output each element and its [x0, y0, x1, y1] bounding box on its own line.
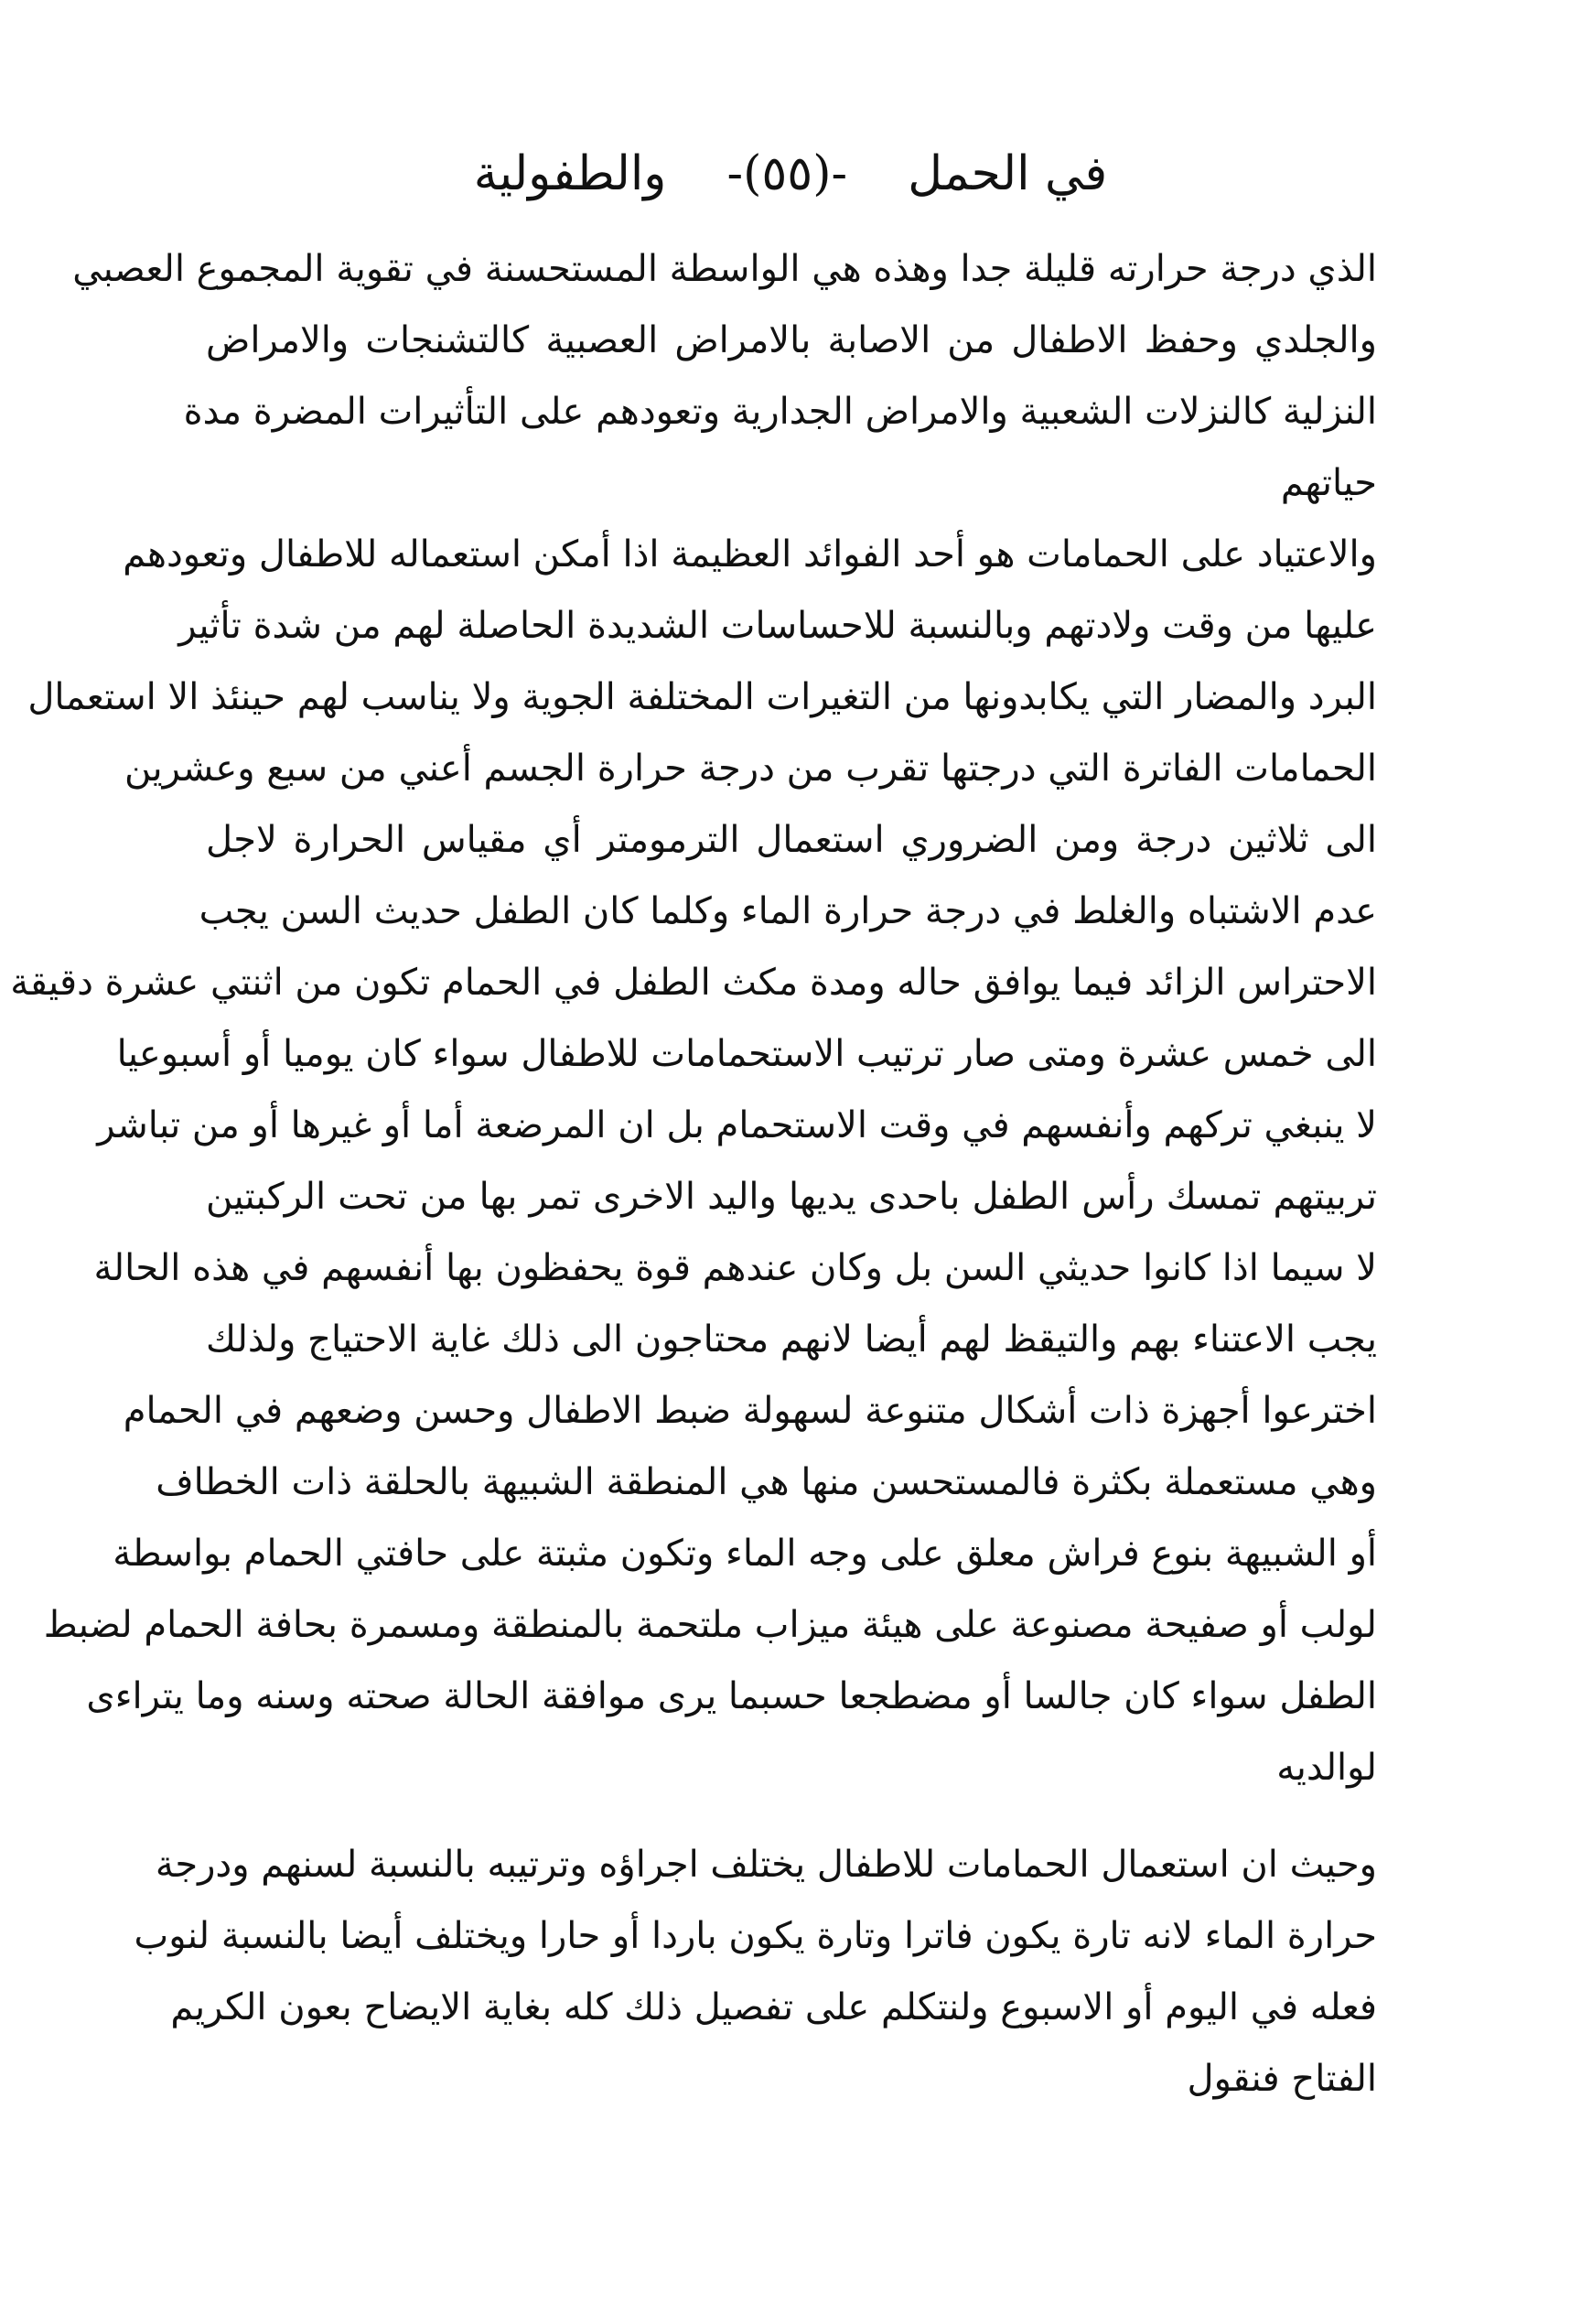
text-line: حرارة الماء لانه تارة يكون فاترا وتارة يكون باردا أو حارا ويختلف أيضا بالنسبة لنوب — [134, 1915, 1377, 1957]
text-line: لولب أو صفيحة مصنوعة على هيئة ميزاب ملتحمة بالمنطقة ومسمرة بحافة الحمام لضبط — [43, 1604, 1377, 1646]
text-line: وحيث ان استعمال الحمامات للاطفال يختلف اجراؤه وترتيبه بالنسبة لسنهم ودرجة — [155, 1844, 1377, 1886]
paragraph-1 — [72, 233, 1377, 519]
text-line: حياتهم — [1280, 462, 1377, 504]
paragraph-spacer — [206, 1803, 1377, 1829]
text-line: لا سيما اذا كانوا حديثي السن بل وكان عندهم قوة يحفظون بها أنفسهم في هذه الحالة — [93, 1247, 1377, 1289]
text-line: تربيتهم تمسك رأس الطفل باحدى يديها واليد الاخرى تمر بها من تحت الركبتين — [206, 1176, 1377, 1218]
page-number: -(٥٥)- — [726, 146, 848, 201]
running-header — [0, 146, 1581, 201]
text-line: الى ثلاثين درجة ومن الضروري استعمال الترمومتر أي مقياس الحرارة لاجل — [206, 819, 1377, 861]
text-line: النزلية كالنزلات الشعبية والامراض الجدارية وتعودهم على التأثيرات المضرة مدة — [183, 391, 1377, 433]
text-line: الذي درجة حرارته قليلة جدا وهذه هي الواسطة المستحسنة في تقوية المجموع العصبي — [72, 248, 1377, 290]
text-line: أو الشبيهة بنوع فراش معلق على وجه الماء وتكون مثبتة على حافتي الحمام بواسطة — [113, 1533, 1377, 1575]
text-line: الحمامات الفاترة التي درجتها تقرب من درجة حرارة الجسم أعني من سبع وعشرين — [124, 748, 1377, 790]
text-line: البرد والمضار التي يكابدونها من التغيرات المختلفة الجوية ولا يناسب لهم حينئذ الا استعمال — [27, 676, 1377, 718]
paragraph-3 — [134, 1829, 1377, 2114]
text-line: لوالديه — [1276, 1747, 1377, 1789]
header-left-title: في الحمل — [908, 146, 1108, 201]
text-line: عدم الاشتباه والغلط في درجة حرارة الماء وكلما كان الطفل حديث السن يجب — [199, 890, 1377, 932]
text-line: وهي مستعملة بكثرة فالمستحسن منها هي المنطقة الشبيهة بالحلقة ذات الخطاف — [156, 1461, 1377, 1503]
text-line: والجلدي وحفظ الاطفال من الاصابة بالامراض العصبية كالتشنجات والامراض — [206, 319, 1377, 361]
text-line: الفتاح فنقول — [1187, 2058, 1377, 2100]
text-line: لا ينبغي تركهم وأنفسهم في وقت الاستحمام بل ان المرضعة أما أو غيرها أو من تباشر — [97, 1104, 1377, 1146]
text-line: يجب الاعتناء بهم والتيقظ لهم أيضا لانهم محتاجون الى ذلك غاية الاحتياج ولذلك — [206, 1318, 1377, 1361]
text-line: الى خمس عشرة ومتى صار ترتيب الاستحمامات للاطفال سواء كان يوميا أو أسبوعيا — [116, 1033, 1377, 1075]
text-line: فعله في اليوم أو الاسبوع ولنتكلم على تفصيل ذلك كله بغاية الايضاح بعون الكريم — [170, 1986, 1377, 2028]
paragraph-2 — [10, 519, 1377, 1803]
text-line: الطفل سواء كان جالسا أو مضطجعا حسبما يرى موافقة الحالة صحته وسنه وما يتراءى — [86, 1675, 1377, 1717]
text-line: اخترعوا أجهزة ذات أشكال متنوعة لسهولة ضبط الاطفال وحسن وضعهم في الحمام — [123, 1390, 1377, 1432]
header-right-title: والطفولية — [473, 146, 667, 201]
text-line: عليها من وقت ولادتهم وبالنسبة للاحساسات الشديدة الحاصلة لهم من شدة تأثير — [178, 605, 1377, 647]
body-text — [10, 233, 1377, 2114]
text-line: والاعتياد على الحمامات هو أحد الفوائد العظيمة اذا أمكن استعماله للاطفال وتعودهم — [123, 533, 1377, 576]
text-line: الاحتراس الزائد فيما يوافق حاله ومدة مكث الطفل في الحمام تكون من اثنتي عشرة دقيقة — [10, 962, 1377, 1004]
